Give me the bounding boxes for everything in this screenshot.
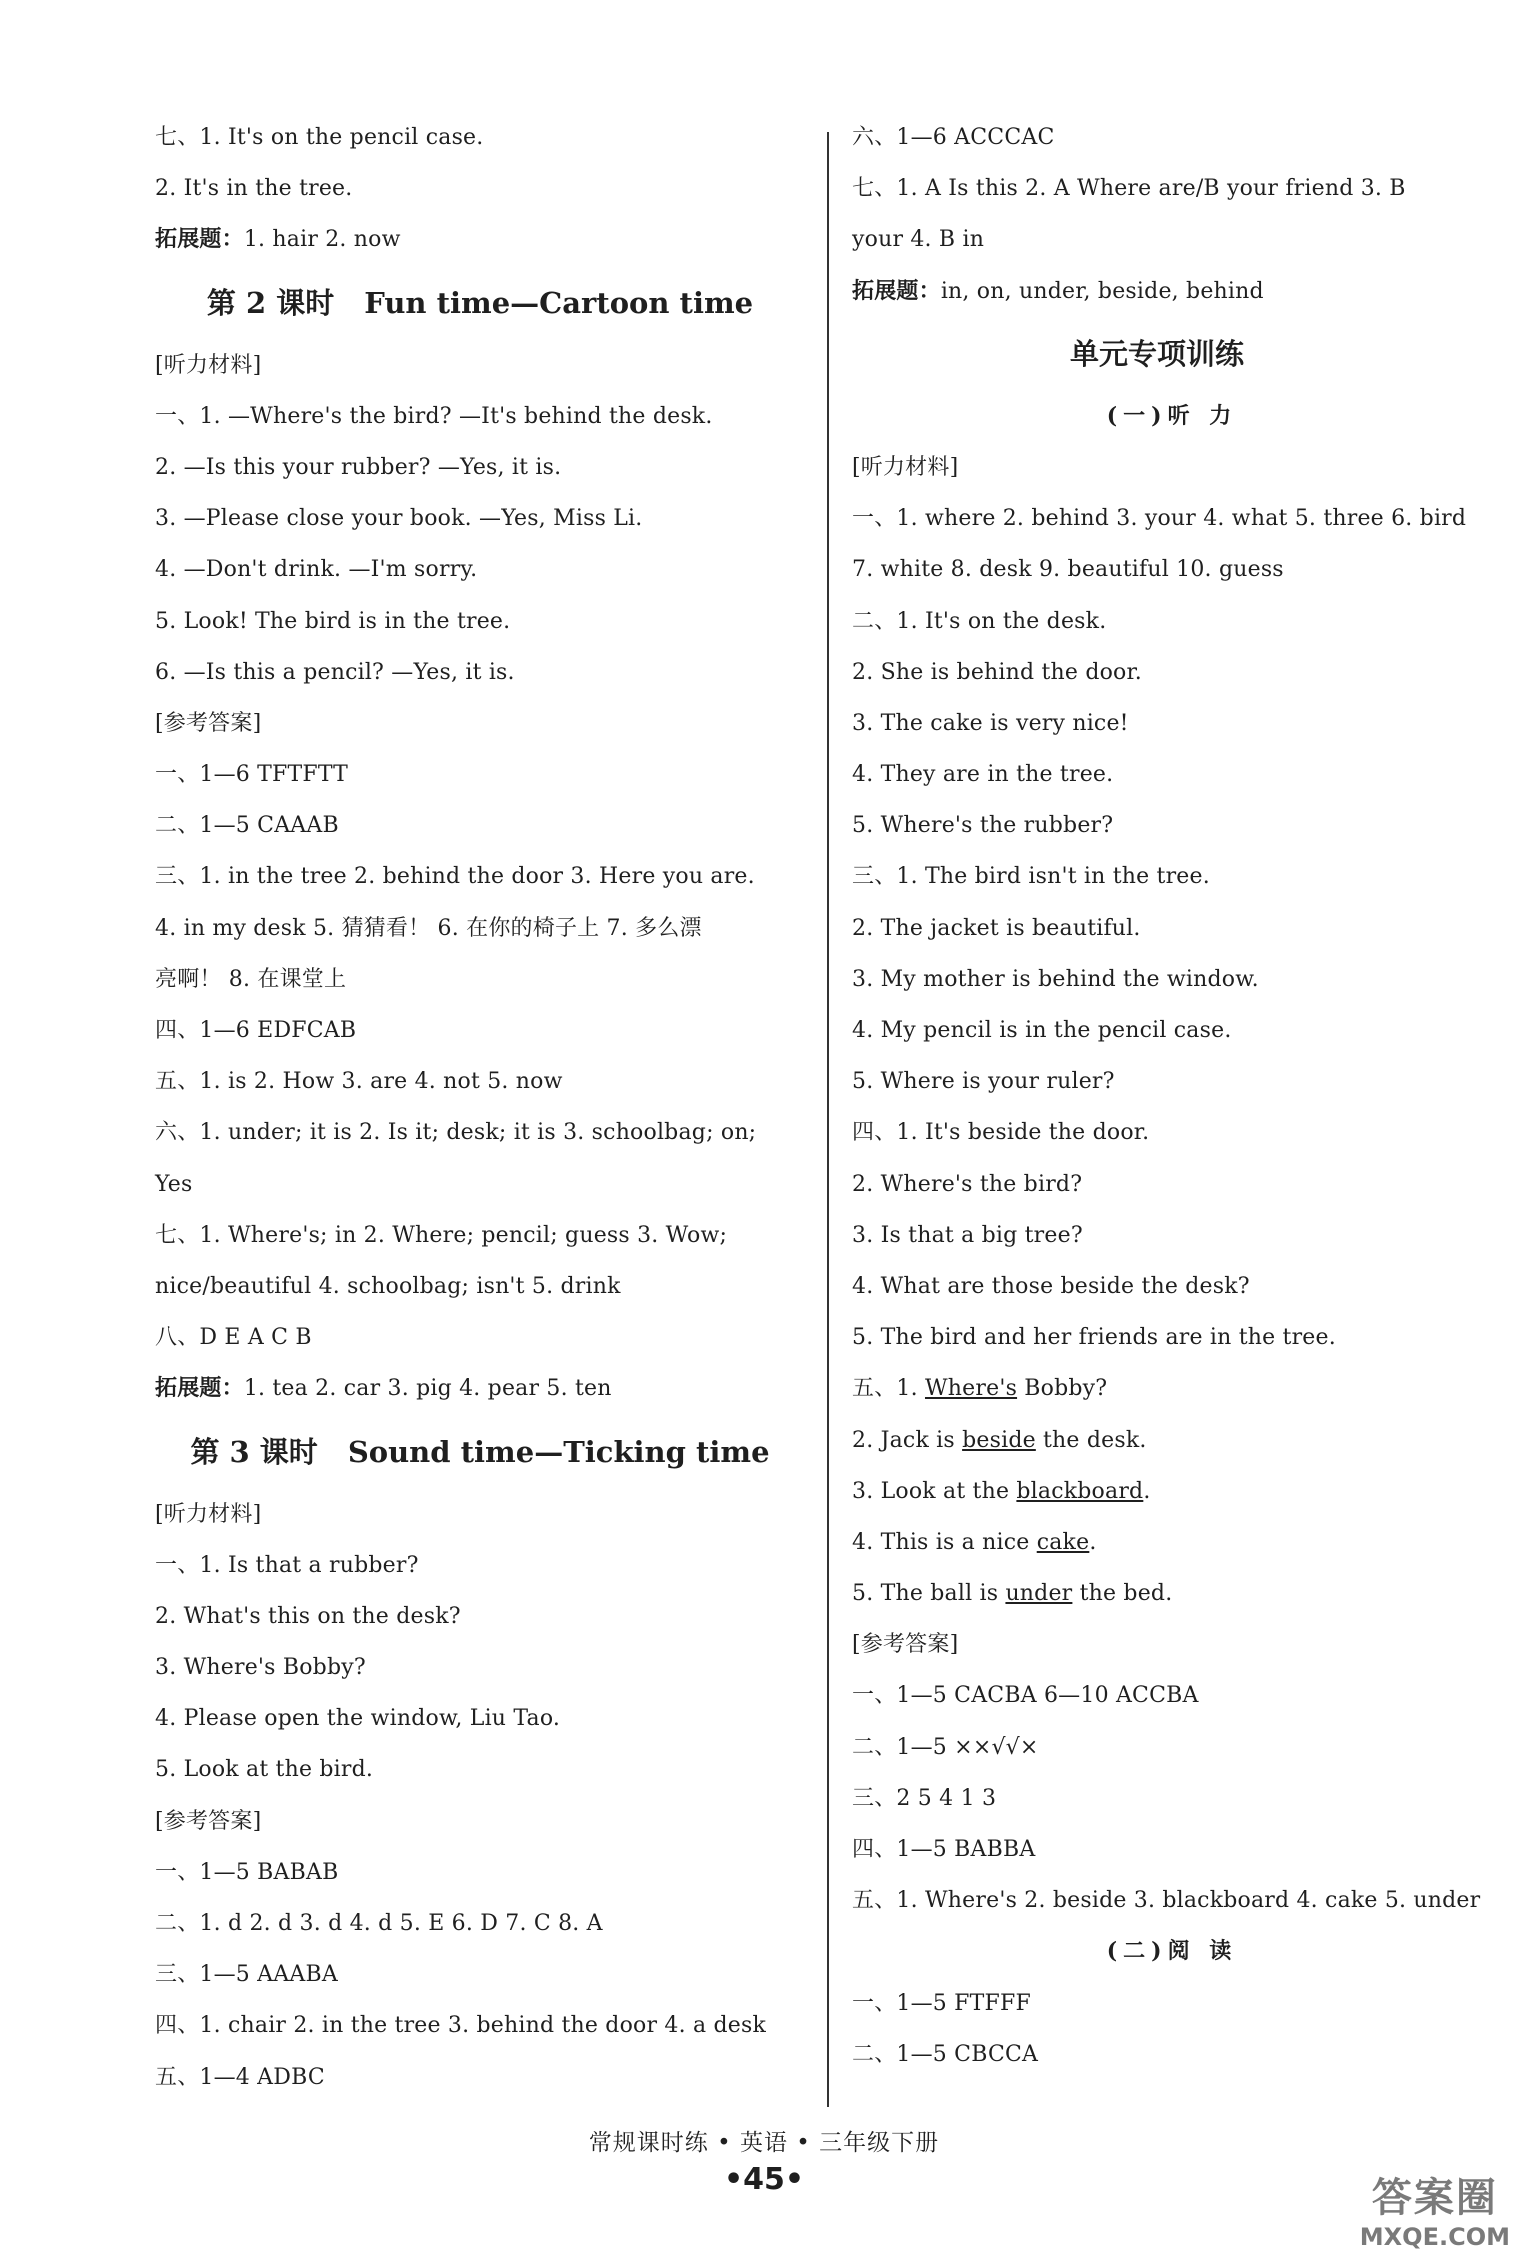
- answer-line: [155, 1540, 805, 1591]
- answer-text: 二、1—5 ××√√×: [852, 1734, 1039, 1760]
- answer-text: [参考答案]: [852, 1632, 959, 1658]
- answer-text: 一、1. where 2. behind 3. your 4. what 5. three 6. bird: [852, 506, 1467, 532]
- answer-line: [852, 163, 1492, 214]
- answer-text: [参考答案]: [155, 710, 262, 736]
- answer-line: [155, 903, 805, 954]
- section-heading-en: Sound time—Ticking time: [347, 1434, 770, 1469]
- answer-line: [155, 1107, 805, 1158]
- answer-text: 六、1. under; it is 2. Is it; desk; it is 3. schoolbag; on;: [155, 1120, 757, 1146]
- answer-text: 二、1—5 CBCCA: [852, 2041, 1039, 2067]
- book-title-footer: 常规课时练 • 英语 • 三年级下册: [588, 2130, 940, 2156]
- answer-text: .: [1143, 1478, 1151, 1504]
- answer-line: [852, 1107, 1492, 1158]
- answer-text: nice/beautiful 4. schoolbag; isn't 5. drink: [155, 1273, 621, 1299]
- answer-text: 3. —Please close your book. —Yes, Miss Li.: [155, 506, 643, 532]
- answer-text: 2. She is behind the door.: [852, 659, 1142, 685]
- answer-text: 4. What are those beside the desk?: [852, 1273, 1250, 1299]
- answer-line: [155, 214, 805, 265]
- answer-text: 3. Is that a big tree?: [852, 1222, 1083, 1248]
- answer-text: 3. Look at the: [852, 1478, 1017, 1504]
- watermark-logo: [1360, 2166, 1510, 2251]
- answer-text: 4. in my desk 5. 猜猜看！ 6. 在你的椅子上 7. 多么漂: [155, 915, 702, 941]
- answer-line: [155, 596, 805, 647]
- subsection-heading: (二)阅 读: [1106, 1938, 1238, 1965]
- answer-text: 一、1—6 TFTFTT: [155, 762, 349, 788]
- answer-text: 一、1—5 FTFFF: [852, 1990, 1031, 2016]
- answer-line: [852, 1773, 1492, 1824]
- answer-line: [852, 1517, 1492, 1568]
- answer-text: 八、D E A C B: [155, 1325, 312, 1351]
- answer-line: [155, 1949, 805, 2000]
- answer-line: [852, 1722, 1492, 1773]
- answer-line: [155, 112, 805, 163]
- answer-line: [155, 1210, 805, 1261]
- answer-text: 2. Where's the bird?: [852, 1171, 1083, 1197]
- answer-text: 二、1—5 CAAAB: [155, 813, 339, 839]
- answer-text: 2. What's this on the desk?: [155, 1603, 461, 1629]
- answer-text: your 4. B in: [852, 227, 985, 253]
- answer-line: [852, 2029, 1492, 2080]
- answer-line: [155, 340, 805, 391]
- answer-line: [852, 1415, 1492, 1466]
- answer-text: 2. —Is this your rubber? —Yes, it is.: [155, 454, 562, 480]
- answer-text: 3. Where's Bobby?: [155, 1655, 366, 1681]
- answer-line: [852, 1261, 1492, 1312]
- answer-line: [852, 954, 1492, 1005]
- answer-text: [参考答案]: [155, 1808, 262, 1834]
- answer-line: [852, 1670, 1492, 1721]
- answer-line: [852, 1875, 1492, 1926]
- answer-line: [155, 1898, 805, 1949]
- section-heading-cn: 第 3 课时: [190, 1434, 318, 1469]
- answer-text: 三、1. The bird isn't in the tree.: [852, 864, 1210, 890]
- answer-text: 四、1. It's beside the door.: [852, 1120, 1150, 1146]
- answer-line: [155, 954, 805, 1005]
- answer-line: [852, 1056, 1492, 1107]
- answer-text: 五、1. is 2. How 3. are 4. not 5. now: [155, 1069, 563, 1095]
- answer-line: [852, 442, 1492, 493]
- answer-line: [155, 1489, 805, 1540]
- underlined-word: cake: [1036, 1529, 1090, 1555]
- section-heading: [155, 266, 805, 340]
- answer-text: 四、1—5 BABBA: [852, 1837, 1036, 1862]
- subsection-heading: (一)听 力: [1106, 402, 1238, 429]
- answer-text: in, on, under, beside, behind: [940, 278, 1264, 304]
- answer-text: 3. The cake is very nice!: [852, 710, 1129, 736]
- answer-line: [155, 647, 805, 698]
- answer-text: 七、1. It's on the pencil case.: [155, 125, 484, 150]
- extension-label: 拓展题：: [155, 226, 244, 253]
- answer-line: [852, 647, 1492, 698]
- answer-text: 2. It's in the tree.: [155, 176, 353, 202]
- answer-line: [155, 1159, 805, 1210]
- underlined-word: blackboard: [1016, 1478, 1144, 1504]
- answer-text: 六、1—6 ACCCAC: [852, 125, 1055, 150]
- answer-text: [听力材料]: [155, 1501, 262, 1527]
- answer-text: 6. —Is this a pencil? —Yes, it is.: [155, 659, 515, 685]
- answer-text: 5. Where is your ruler?: [852, 1069, 1115, 1095]
- answer-text: 5. Where's the rubber?: [852, 813, 1114, 839]
- right-column: [852, 112, 1492, 2080]
- answer-text: 5. The bird and her friends are in the tree.: [852, 1325, 1336, 1351]
- answer-line: [155, 1744, 805, 1795]
- answer-text: 2. Jack is: [852, 1427, 963, 1453]
- answer-text: 三、2 5 4 1 3: [852, 1785, 997, 1811]
- extension-label: 拓展题：: [852, 277, 941, 304]
- answer-line: [155, 1005, 805, 1056]
- answer-line: [852, 1363, 1492, 1414]
- answer-text: .: [1089, 1529, 1097, 1555]
- answer-line: [155, 698, 805, 749]
- answer-line: [852, 1005, 1492, 1056]
- answer-line: [155, 1312, 805, 1363]
- answer-line: [852, 1312, 1492, 1363]
- answer-text: 4. Please open the window, Liu Tao.: [155, 1706, 561, 1732]
- answer-line: [852, 544, 1492, 595]
- watermark-logo-text: 答案圈: [1371, 2175, 1498, 2221]
- answer-line: [852, 1466, 1492, 1517]
- answer-line: [852, 112, 1492, 163]
- answer-line: [155, 544, 805, 595]
- left-column: [155, 112, 805, 2103]
- answer-text: 二、1. d 2. d 3. d 4. d 5. E 6. D 7. C 8. A: [155, 1911, 603, 1936]
- answer-line: [852, 749, 1492, 800]
- answer-text: 五、1. Where's 2. beside 3. blackboard 4. cake 5. under: [852, 1888, 1481, 1914]
- underlined-word: Where's: [924, 1376, 1018, 1402]
- answer-line: [155, 1363, 805, 1414]
- answer-line: [852, 596, 1492, 647]
- answer-line: [852, 903, 1492, 954]
- answer-text: 四、1. chair 2. in the tree 3. behind the door 4. a desk: [155, 2013, 766, 2039]
- section-heading-cn: 第 2 课时: [206, 285, 335, 320]
- underlined-word: under: [1005, 1581, 1073, 1607]
- column-divider: [827, 132, 829, 2107]
- answer-line: [155, 749, 805, 800]
- answer-text: 5. Look at the bird.: [155, 1757, 374, 1783]
- answer-text: 亮啊！ 8. 在课堂上: [155, 966, 347, 992]
- answer-line: [155, 1693, 805, 1744]
- answer-text: 1. hair 2. now: [243, 227, 401, 253]
- answer-line: [155, 1642, 805, 1693]
- answer-text: 四、1—6 EDFCAB: [155, 1018, 357, 1043]
- answer-text: 二、1. It's on the desk.: [852, 608, 1107, 634]
- answer-text: 三、1—5 AAABA: [155, 1962, 338, 1988]
- underlined-word: beside: [962, 1427, 1036, 1453]
- page-number: •45•: [723, 2162, 805, 2197]
- answer-line: [852, 214, 1492, 265]
- answer-line: [155, 1796, 805, 1847]
- answer-text: 5. The ball is: [852, 1581, 1006, 1607]
- watermark-url: MXQE.COM: [1359, 2223, 1510, 2251]
- answer-line: [155, 851, 805, 902]
- answer-line: [852, 1824, 1492, 1875]
- answer-line: [155, 442, 805, 493]
- answer-text: 2. The jacket is beautiful.: [852, 915, 1141, 941]
- answer-line: [155, 1261, 805, 1312]
- answer-text: 4. They are in the tree.: [852, 762, 1114, 788]
- answer-line: [155, 2052, 805, 2103]
- answer-line: [155, 391, 805, 442]
- answer-text: 1. tea 2. car 3. pig 4. pear 5. ten: [243, 1376, 612, 1402]
- section-heading-cn: 单元专项训练: [1069, 336, 1244, 371]
- answer-line: [852, 1568, 1492, 1619]
- answer-text: [听力材料]: [852, 454, 959, 480]
- answer-text: 5. Look! The bird is in the tree.: [155, 608, 511, 634]
- answer-line: [852, 1159, 1492, 1210]
- answer-line: [852, 266, 1492, 317]
- answer-line: [852, 851, 1492, 902]
- answer-line: [852, 1210, 1492, 1261]
- section-heading: [155, 1415, 805, 1489]
- answer-line: [852, 1978, 1492, 2029]
- answer-line: [852, 1619, 1492, 1670]
- answer-line: [155, 493, 805, 544]
- section-heading: [852, 317, 1492, 391]
- answer-text: 五、1—4 ADBC: [155, 2064, 325, 2090]
- answer-line: [155, 1847, 805, 1898]
- answer-line: [155, 800, 805, 851]
- answer-text: 4. —Don't drink. —I'm sorry.: [155, 557, 478, 583]
- answer-text: the desk.: [1035, 1427, 1147, 1453]
- answer-line: [852, 698, 1492, 749]
- answer-line: [852, 493, 1492, 544]
- answer-text: 4. My pencil is in the pencil case.: [852, 1018, 1232, 1043]
- extension-label: 拓展题：: [155, 1375, 244, 1402]
- answer-text: 一、1. —Where's the bird? —It's behind the desk.: [155, 403, 713, 429]
- answer-text: 7. white 8. desk 9. beautiful 10. guess: [852, 557, 1284, 583]
- answer-text: the bed.: [1072, 1581, 1173, 1607]
- answer-line: [155, 1591, 805, 1642]
- answer-text: 三、1. in the tree 2. behind the door 3. Here you are.: [155, 864, 755, 890]
- answer-text: [听力材料]: [155, 352, 262, 378]
- answer-line: [852, 800, 1492, 851]
- answer-text: 七、1. A Is this 2. A Where are/B your friend 3. B: [852, 176, 1406, 202]
- answer-text: 七、1. Where's; in 2. Where; pencil; guess 3. Wow;: [155, 1222, 728, 1248]
- answer-line: [155, 2000, 805, 2051]
- answer-text: 3. My mother is behind the window.: [852, 966, 1259, 992]
- answer-text: Bobby?: [1017, 1376, 1108, 1402]
- answer-text: 4. This is a nice: [852, 1529, 1037, 1555]
- section-heading-en: Fun time—Cartoon time: [364, 285, 754, 320]
- answer-text: 五、1.: [852, 1376, 925, 1402]
- answer-line: [155, 1056, 805, 1107]
- answer-text: 一、1—5 BABAB: [155, 1859, 339, 1885]
- answer-text: Yes: [155, 1171, 193, 1197]
- answer-line: [155, 163, 805, 214]
- answer-text: 一、1—5 CACBA 6—10 ACCBA: [852, 1683, 1199, 1709]
- answer-text: 一、1. Is that a rubber?: [155, 1552, 419, 1578]
